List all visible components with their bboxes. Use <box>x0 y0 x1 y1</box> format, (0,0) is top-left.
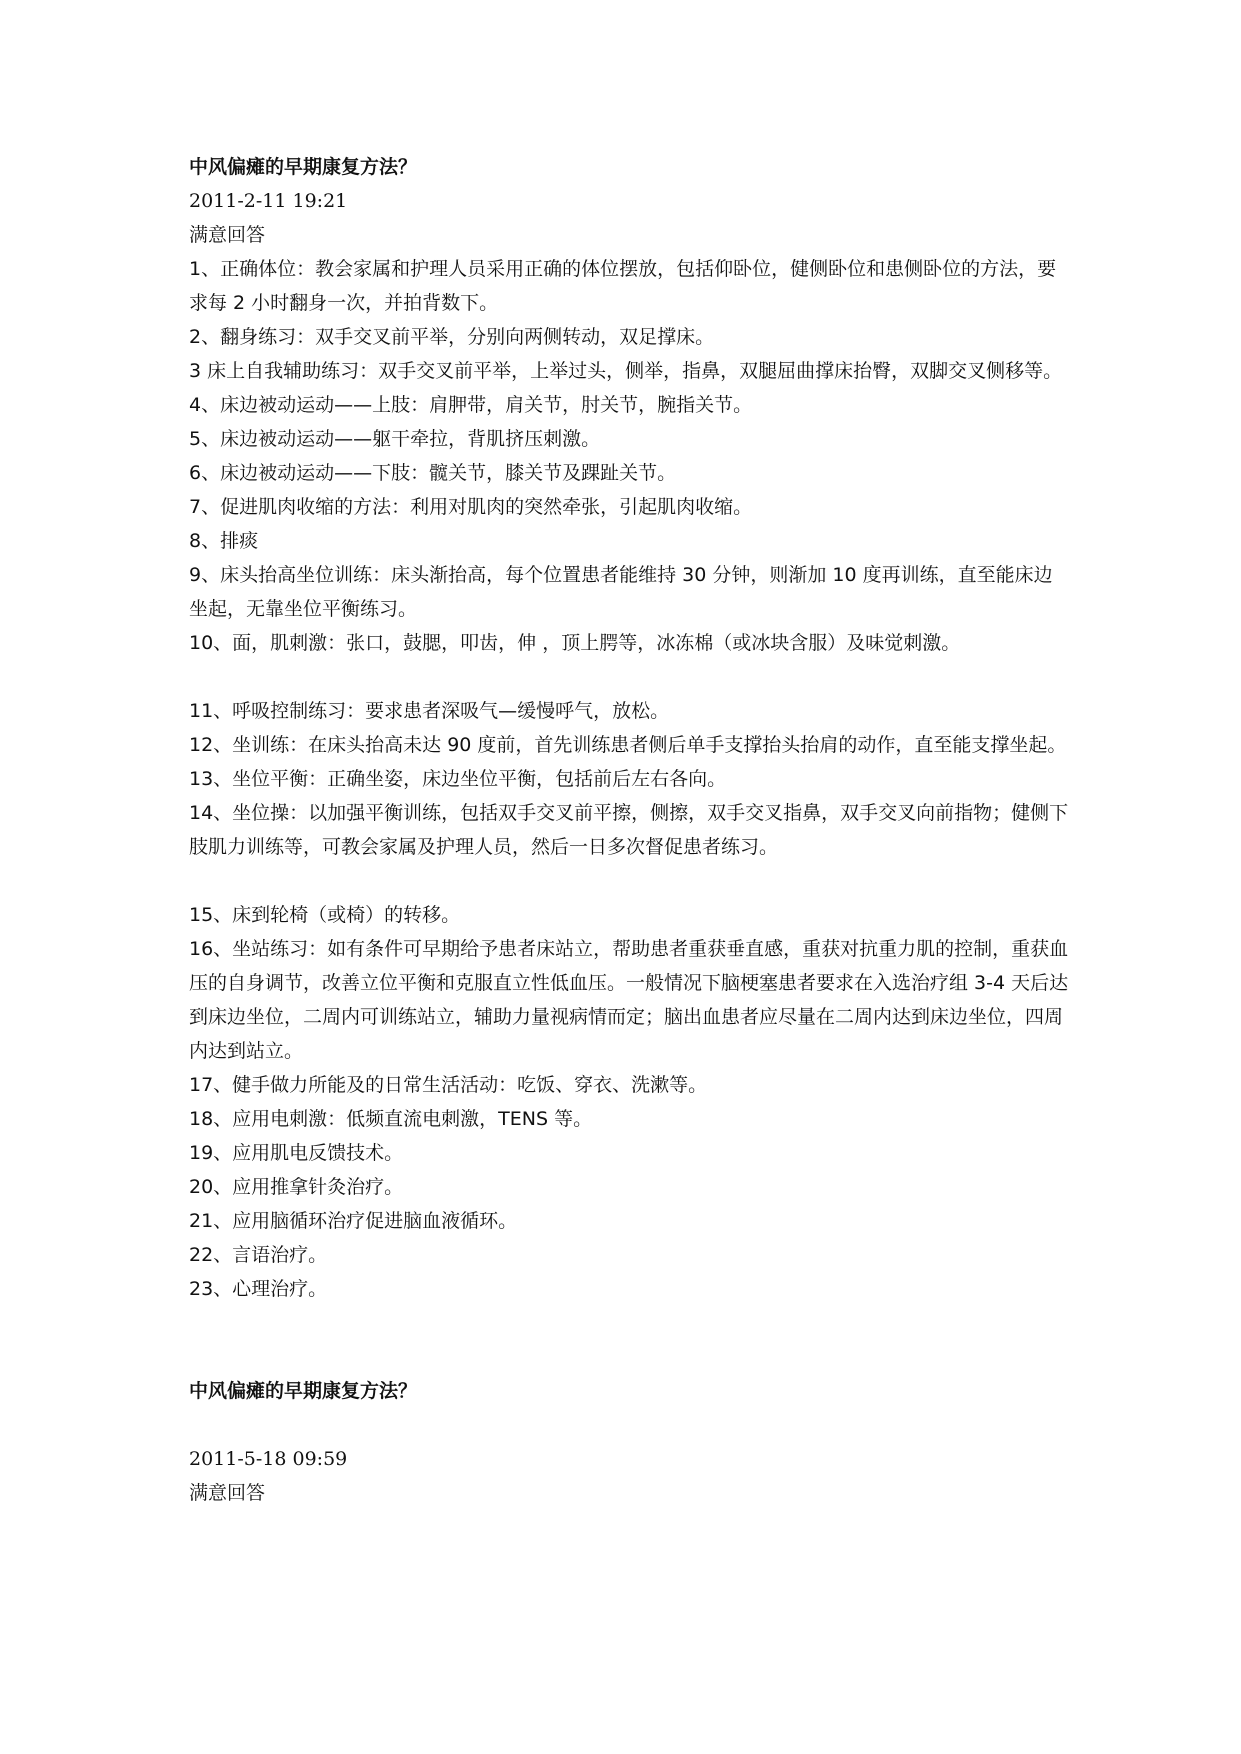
list-item-10: 10、面，肌刺激：张口，鼓腮，叩齿，伸 ，顶上腭等，冰冻棉（或冰块含服）及味觉刺激。 <box>189 632 961 654</box>
list-item-17: 17、健手做力所能及的日常生活活动：吃饭、穿衣、洗漱等。 <box>189 1074 708 1096</box>
list-item-12: 12、坐训练：在床头抬高未达 90 度前，首先训练患者侧后单手支撑抬头抬肩的动作，直至能支撑坐起。 <box>189 734 1067 756</box>
list-item-11: 11、呼吸控制练习：要求患者深吸气—缓慢呼气，放松。 <box>189 700 670 722</box>
list-item-8: 8、排痰 <box>189 530 259 552</box>
list-item-23: 23、心理治疗。 <box>189 1278 328 1300</box>
list-item-19: 19、应用肌电反馈技术。 <box>189 1142 404 1164</box>
list-item-5: 5、床边被动运动——躯干牵拉，背肌挤压刺激。 <box>189 428 601 450</box>
section-gap <box>189 1306 1069 1374</box>
list-item-2: 2、翻身练习：双手交叉前平举，分别向两侧转动，双足撑床。 <box>189 326 715 348</box>
best-answer-label: 满意回答 <box>189 224 266 246</box>
list-item-16: 16、坐站练习：如有条件可早期给予患者床站立，帮助患者重获垂直感，重获对抗重力肌的控制，重获血压的自身调节，改善立位平衡和克服直立性低血压。一般情况下脑梗塞患者要求在入选治疗组 3-4 天后达到床边坐位，二周内可训练站立，辅助力量视病情而定；脑出血患者应尽量在二周内达到床边坐位，四周内达到站立。 <box>189 938 1069 1062</box>
paragraph-gap <box>189 660 1069 694</box>
list-item-4: 4、床边被动运动——上肢：肩胛带，肩关节，肘关节，腕指关节。 <box>189 394 753 416</box>
paragraph-gap <box>189 864 1069 898</box>
answer-date: 2011-2-11 19:21 <box>189 190 348 212</box>
list-item-15: 15、床到轮椅（或椅）的转移。 <box>189 904 461 926</box>
list-item-3: 3 床上自我辅助练习：双手交叉前平举，上举过头，侧举，指鼻，双腿屈曲撑床抬臀，双脚交叉侧移等。 <box>189 360 1063 382</box>
list-item-9: 9、床头抬高坐位训练：床头渐抬高，每个位置患者能维持 30 分钟，则渐加 10 度再训练，直至能床边坐起，无靠坐位平衡练习。 <box>189 564 1053 620</box>
list-item-22: 22、言语治疗。 <box>189 1244 328 1266</box>
list-item-14: 14、坐位操：以加强平衡训练，包括双手交叉前平擦，侧擦，双手交叉指鼻，双手交叉向前指物；健侧下肢肌力训练等，可教会家属及护理人员，然后一日多次督促患者练习。 <box>189 802 1069 858</box>
best-answer-label-2: 满意回答 <box>189 1482 266 1504</box>
list-item-6: 6、床边被动运动——下肢：髋关节，膝关节及踝趾关节。 <box>189 462 677 484</box>
list-item-21: 21、应用脑循环治疗促进脑血液循环。 <box>189 1210 518 1232</box>
list-item-20: 20、应用推拿针灸治疗。 <box>189 1176 404 1198</box>
question-title-2: 中风偏瘫的早期康复方法？ <box>189 1380 418 1402</box>
question-title: 中风偏瘫的早期康复方法？ <box>189 156 418 178</box>
answer-date-2: 2011-5-18 09:59 <box>189 1448 348 1470</box>
list-item-7: 7、促进肌肉收缩的方法：利用对肌肉的突然牵张，引起肌肉收缩。 <box>189 496 753 518</box>
list-item-13: 13、坐位平衡：正确坐姿，床边坐位平衡，包括前后左右各向。 <box>189 768 727 790</box>
list-item-1: 1、正确体位：教会家属和护理人员采用正确的体位摆放，包括仰卧位，健侧卧位和患侧卧位的方法，要求每 2 小时翻身一次，并拍背数下。 <box>189 258 1057 314</box>
document-page <box>189 150 1069 1510</box>
list-item-18: 18、应用电刺激：低频直流电刺激，TENS 等。 <box>189 1108 593 1130</box>
paragraph-gap <box>189 1408 1069 1442</box>
